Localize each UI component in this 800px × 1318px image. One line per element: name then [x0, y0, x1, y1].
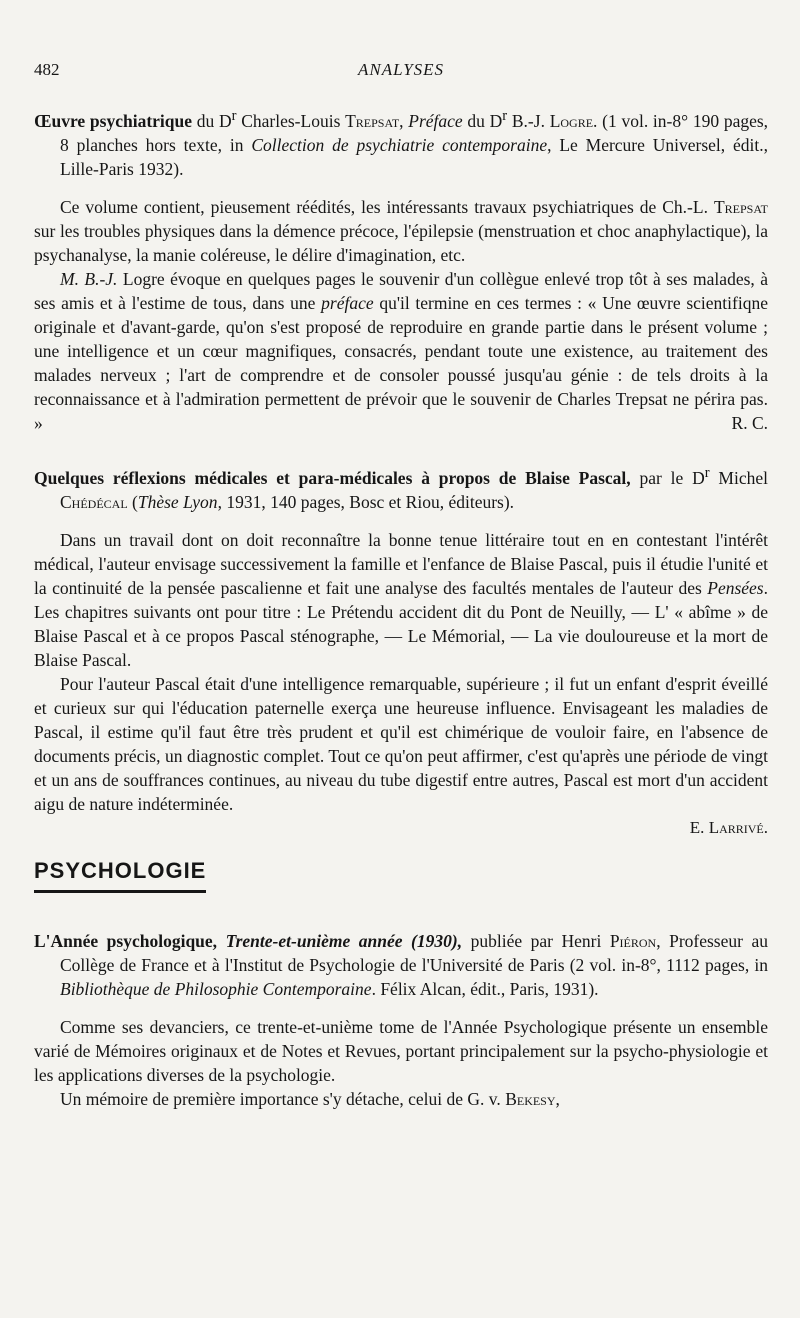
heading-text: du D: [462, 110, 503, 131]
entry-title: Quelques réflexions médicales et para-médicales à propos de Blaise Pascal,: [34, 467, 631, 488]
heading-text: B.-J.: [507, 110, 550, 131]
author-name: Bekesy: [505, 1088, 556, 1109]
heading-text: . (1 vol. in-8° 190 pages, 8 planches hors texte, in: [60, 110, 769, 155]
section-title: PSYCHOLOGIE: [34, 858, 206, 893]
heading-italic: Thèse Lyon: [137, 491, 218, 512]
signature: [34, 816, 768, 840]
heading-text: publiée par Henri: [462, 930, 610, 951]
heading-italic: Préface: [408, 110, 463, 131]
heading-text: Michel: [709, 467, 768, 488]
text: Dans un travail dont on doit reconnaître la bonne tenue littéraire tout en en contestant l'intérêt médical, l'auteur envisage successivement la famille et l'enfance de Blaise Pascal, puis il étudie l'unité et la continuité de la pensée pascalienne et fait une analyse des facultés mentales de l'auteur des: [34, 529, 768, 598]
entry-heading: [34, 461, 768, 514]
heading-text: , Le Mercure Universel, édit., Lille-Paris 1932).: [60, 134, 769, 179]
heading-italic: Trente-et-unième année (1930),: [217, 930, 463, 951]
author-name: Logre: [549, 110, 594, 131]
author-name: Chédécal: [60, 491, 128, 512]
superscript: r: [231, 108, 237, 124]
author-name: Trepsat: [345, 110, 400, 131]
heading-text: du D: [192, 110, 232, 131]
page-number: 482: [34, 60, 60, 79]
entry-title: L'Année psychologique,: [34, 930, 218, 951]
signature-text: E.: [689, 817, 709, 837]
heading-italic: Bibliothèque de Philosophie Contemporaine: [60, 978, 372, 999]
paragraph: [34, 528, 768, 672]
page-content: [34, 104, 768, 1111]
paragraph: [34, 267, 768, 435]
superscript: r: [502, 108, 508, 124]
text: Un mémoire de première importance s'y détache, celui de G. v.: [60, 1088, 506, 1109]
entry-heading: [34, 929, 768, 1001]
signature-name: Larrivé: [708, 817, 764, 837]
signature: R. C.: [731, 412, 768, 433]
heading-text: Charles-Louis: [236, 110, 346, 131]
italic-text: préface: [321, 292, 374, 313]
paragraph: Pour l'auteur Pascal était d'une intelligence remarquable, supérieure ; il fut un enfant d'esprit éveillé et curieux sur qui l'éducation paternelle exerça une heureuse influence. Envisageant les maladies de Pascal, il estime qu'il faut être très prudent et qu'il est chimérique de vouloir faire, en l'absence de documents précis, un diagnostic complet. Tout ce qu'on peut affirmer, c'est qu'après une période de vingt et un ans de souffrances continues, au niveau du tube digestif entre autres, Pascal est mort d'un accident aigu de nature indéterminée.: [34, 673, 768, 814]
running-title: ANALYSES: [357, 60, 445, 79]
heading-text: , 1931, 140 pages, Bosc et Riou, éditeurs).: [217, 491, 515, 512]
italic-text: Pensées: [707, 577, 764, 598]
page-header: [34, 60, 768, 86]
heading-italic: Collection de psychiatrie contemporaine: [251, 134, 548, 155]
text: . Les chapitres suivants ont pour titre : Le Prétendu accident dit du Pont de Neuilly, — L' « abîme » de Blaise Pascal et à ce propos Pascal sténographe, — Le Mémorial, — La vie douloureuse et la mort de Blaise Pascal.: [34, 577, 768, 670]
heading-text: , Professeur au Collège de France et à l'Institut de Psychologie de l'Université de Paris (2 vol. in-8°, 1112 pages, in: [60, 930, 768, 975]
italic-text: M. B.-J.: [60, 268, 118, 289]
heading-text: . Félix Alcan, édit., Paris, 1931).: [371, 978, 599, 999]
entry-heading: [34, 104, 768, 181]
author-name: Trepsat: [713, 196, 768, 217]
heading-text: par le D: [630, 467, 705, 488]
text: Ce volume contient, pieusement réédités, les intéressants travaux psychiatriques de Ch.-L.: [60, 196, 714, 217]
paragraph: [34, 195, 768, 267]
signature-text: .: [763, 817, 768, 837]
heading-text: (: [127, 491, 138, 512]
superscript: r: [704, 464, 710, 481]
text: qu'il termine en ces termes : « Une œuvre scientifiqne originale et d'avant-garde, qu'on s'est proposé de reproduire en grande partie dans le présent volume ; une intelligence et un cœur magnifiques, consacrés, pendant toute une existence, au traitement des malades nerveux ; l'art de comprendre et de consoler poussé jusqu'au génie : de tels droits à la reconnaissance et à l'admiration permettent de prévoir que le souvenir de Charles Trepsat ne périra pas. »: [34, 292, 768, 433]
text: Logre évoque en quelques pages le souvenir d'un collègue enlevé trop tôt à ses malades, à ses amis et à l'estime de tous, dans une: [34, 268, 768, 313]
author-name: Piéron: [609, 930, 657, 951]
text: ,: [555, 1088, 560, 1109]
entry-title: Œuvre psychiatrique: [34, 110, 193, 131]
paragraph: Comme ses devanciers, ce trente-et-unième tome de l'Année Psychologique présente un ensemble varié de Mémoires originaux et de Notes et Revues, portant principalement sur la psycho-physiologie et les applications diverses de la psychologie.: [34, 1016, 768, 1085]
paragraph: [34, 1087, 768, 1111]
text: sur les troubles physiques dans la démence précoce, l'épilepsie (menstruation et choc anaphylactique), la psychanalyse, la manie coléreuse, le délire d'imagination, etc.: [34, 220, 768, 265]
heading-text: ,: [399, 110, 409, 131]
